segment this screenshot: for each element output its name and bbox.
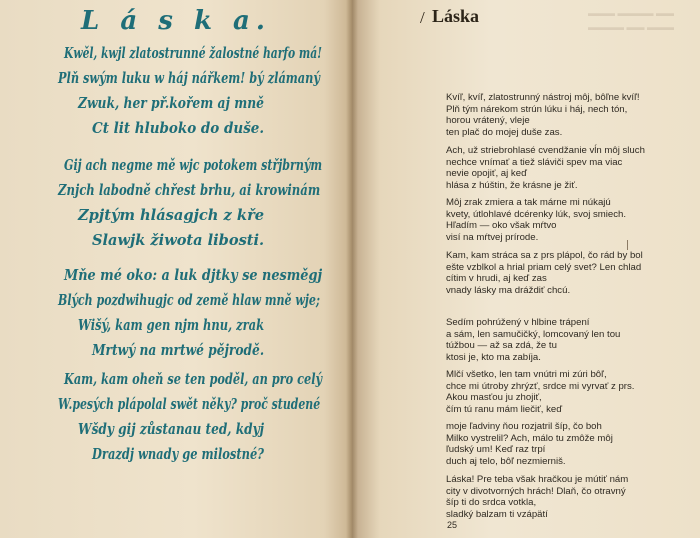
left-poem-line: Zwuk, her př.kořem aj mně	[78, 94, 264, 112]
right-poem-line: ktosi je, kto ma zabíja.	[446, 352, 541, 364]
right-poem-line: cítim v hrudi, aj keď zas	[446, 273, 547, 285]
right-poem-line: Mlčí všetko, len tam vnútri mi zúri bôľ,	[446, 369, 607, 380]
right-poem-line: ten plač do mojej duše zas.	[446, 127, 563, 139]
right-poem-line: vnady lásky ma dráždiť chcú.	[446, 285, 571, 297]
right-poem-line: visí na mŕtvej prírode.	[446, 232, 539, 244]
left-poem-line: Kwěl, kwjl zlatostrunné žalostné harfo má!	[64, 44, 322, 62]
left-poem-line: Kam, kam oheň se ten poděl, an pro celý	[64, 370, 323, 388]
right-poem-line: moje ľadviny ňou rozjatril šíp, čo boh	[446, 421, 602, 432]
right-poem-line: ľudský um! Keď raz trpí	[446, 444, 546, 456]
left-poem-line: Zpjtým hlásagjch z kře	[78, 206, 265, 224]
left-page-title: L á s k a.	[81, 6, 271, 36]
right-poem-line: duch aj telo, bôľ nezmierniš.	[446, 456, 566, 468]
left-poem-line: Slawjk žiwota libosti.	[92, 231, 265, 249]
left-poem-line: W.pesých plápolal swět něky? proč studené	[58, 395, 321, 413]
right-poem-line: kvety, útlohlavé dcérenky lúk, svoj smiech.	[446, 208, 627, 220]
right-poem-line: nechce vnímať a tiež sláviči spev ma viac	[446, 156, 623, 168]
right-poem-line: Môj zrak zmiera a tak márne mi núkajú	[446, 197, 611, 208]
show-through-text: ▬▬▬ ▬▬▬▬ ▬▬	[588, 8, 675, 18]
left-poem-line: Plň swým luku w háj nářkem! bý zlámaný	[58, 69, 320, 87]
right-poem-line: nevie opojiť, aj keď	[446, 168, 527, 180]
right-poem-line: Milko vystrelil? Ach, málo tu zmôže môj	[446, 432, 613, 444]
right-poem-line: čím tú ranu mám liečiť, keď	[446, 404, 563, 416]
right-poem-line: horou vrátený, vleje	[446, 115, 530, 127]
right-poem-line: hlása z húštin, že krásne je žiť.	[446, 180, 578, 192]
right-poem-line: Sedím pohrúžený v hlbine trápení	[446, 317, 590, 328]
right-page-title: Láska	[432, 6, 480, 26]
right-poem-line: Ach, už striebrohlasé cvendžanie vĺn môj sluch	[446, 145, 645, 156]
right-poem-line: Kam, kam stráca sa z prs plápol, čo rád by bol	[446, 250, 643, 261]
left-poem-line: Drazdj wnady ge milostné?	[92, 445, 264, 463]
right-poem-line: Plň tým nárekom strún lúku i háj, nech tón,	[446, 103, 628, 115]
right-poem-line: city v divotvorných hrách! Dlaň, čo otravný	[446, 485, 626, 497]
book-gutter	[346, 0, 358, 538]
show-through-text: ▬▬▬▬ ▬▬ ▬▬▬	[588, 22, 675, 32]
right-poem-line: Akou masťou ju zhojiť,	[446, 392, 542, 404]
left-poem-line: Wšdy gij zůstanau ted, kdyj	[78, 420, 265, 438]
left-poem-line: Blých pozdwihugjc od země hlaw mně wje;	[58, 291, 320, 309]
left-poem-line: Mňe mé oko: a luk djtky se nesměgj	[64, 266, 323, 284]
right-poem-line: Láska! Pre teba však hračkou je mútiť nám	[446, 474, 629, 485]
right-poem-line: chce mi útroby zhrýzť, srdce mi vyrvať z prs.	[446, 380, 635, 392]
left-poem-line: Gij ach negme mě wjc potokem střjbrným	[64, 156, 323, 174]
left-poem-line: Wišý, kam gen njm hnu, zrak	[78, 316, 265, 334]
title-slash-mark: /	[420, 8, 425, 27]
right-poem-line: túžbou — až sa zdá, že tu	[446, 340, 557, 352]
right-poem-line: ešte vzblkol a hrial priam celý svet? Len chlad	[446, 261, 642, 273]
page-number: 25	[447, 520, 458, 530]
left-poem-line: Znjch labodně chřest brhu, ai krowinám	[58, 181, 321, 199]
right-poem-line: šíp ti do srdca votkla,	[446, 497, 537, 509]
pencil-mark	[627, 240, 628, 250]
right-poem-line: Hľadím — oko však mŕtvo	[446, 220, 557, 232]
right-poem-line: Kvíľ, kvíľ, zlatostrunný nástroj môj, bôľne kvíľ!	[446, 92, 640, 103]
left-poem-line: Ct lit hluboko do duše.	[92, 119, 265, 137]
right-poem-line: sladký balzam ti vzápätí	[446, 509, 548, 521]
left-poem-line: Mrtwý na mrtwé pějrodě.	[92, 341, 265, 359]
right-poem-line: a sám, len samučičký, lomcovaný len tou	[446, 328, 621, 340]
